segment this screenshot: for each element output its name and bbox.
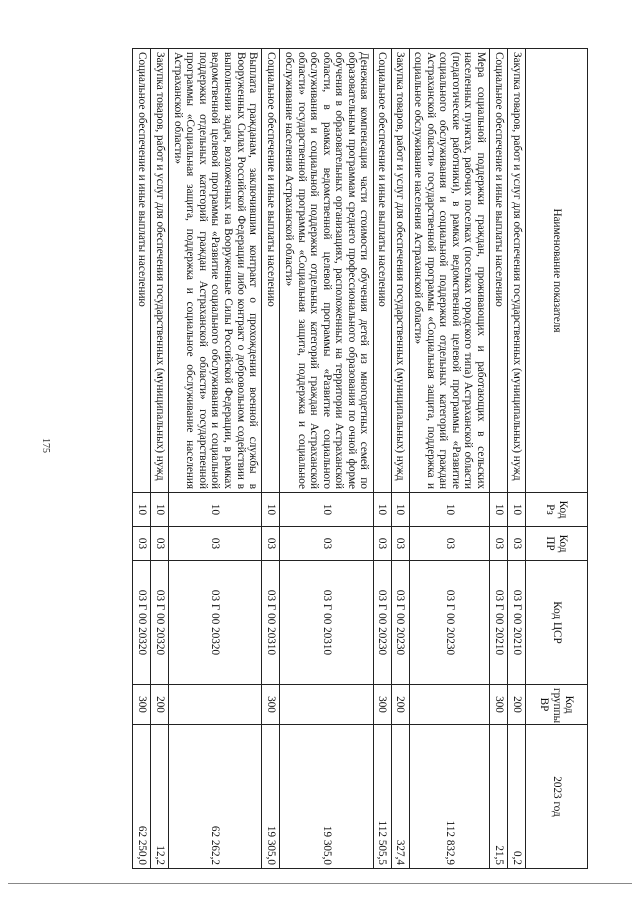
row-name: Закупка товаров, работ и услуг для обеспечения государственных (муниципальных) нужд	[391, 49, 409, 493]
table-row	[262, 49, 280, 869]
table-row	[373, 49, 391, 869]
row-rz: 10	[280, 493, 373, 527]
row-value: 112 505,5	[373, 725, 391, 869]
row-value: 19 305,0	[262, 725, 280, 869]
row-csr: 03 Г 00 20230	[391, 561, 409, 685]
row-vr: 300	[373, 685, 391, 725]
table-row	[508, 49, 526, 869]
row-pr: 03	[169, 527, 262, 561]
row-rz: 10	[133, 493, 151, 527]
row-value: 112 832,9	[409, 725, 489, 869]
row-name: Закупка товаров, работ и услуг для обеспечения государственных (муниципальных) нужд	[151, 49, 169, 493]
row-csr: 03 Г 00 20210	[490, 561, 508, 685]
row-vr: 200	[391, 685, 409, 725]
row-csr: 03 Г 00 20320	[133, 561, 151, 685]
column-header-csr: Код ЦСР	[526, 561, 588, 685]
row-pr: 03	[151, 527, 169, 561]
page-number: 175	[40, 438, 51, 453]
table-row	[169, 49, 262, 869]
row-name: Социальное обеспечение и иные выплаты населению	[133, 49, 151, 493]
row-value: 62 250,0	[133, 725, 151, 869]
row-csr: 03 Г 00 20320	[151, 561, 169, 685]
column-header-name: Наименование показателя	[526, 49, 588, 493]
row-name: Социальное обеспечение и иные выплаты населению	[373, 49, 391, 493]
row-pr: 03	[508, 527, 526, 561]
row-name: Социальное обеспечение и иные выплаты населению	[262, 49, 280, 493]
row-csr: 03 Г 00 20230	[409, 561, 489, 685]
row-pr: 03	[409, 527, 489, 561]
row-csr: 03 Г 00 20310	[262, 561, 280, 685]
row-csr: 03 Г 00 20310	[280, 561, 373, 685]
row-vr	[280, 685, 373, 725]
table-row	[391, 49, 409, 869]
page-edge-line	[8, 883, 632, 884]
row-vr: 300	[133, 685, 151, 725]
table-row	[490, 49, 508, 869]
row-pr: 03	[490, 527, 508, 561]
row-rz: 10	[391, 493, 409, 527]
row-vr: 200	[508, 685, 526, 725]
row-csr: 03 Г 00 20210	[508, 561, 526, 685]
row-name: Мера социальной поддержки граждан, проживающих и работающих в сельских населенных пунктах, рабочих поселках (поселках городского типа) Астраханской области (педагогические работники), в рамках ведомственной целевой программы «Развитие социального обслуживания и социальной поддержки отдельных категорий граждан Астраханской области» государственной программы «Социальная защита, поддержка и социальное обслуживание населения Астраханской области»	[409, 49, 489, 493]
table-row	[151, 49, 169, 869]
row-pr: 03	[391, 527, 409, 561]
row-value: 19 305,0	[280, 725, 373, 869]
row-value: 0,2	[508, 725, 526, 869]
row-vr	[169, 685, 262, 725]
row-rz: 10	[508, 493, 526, 527]
row-value: 21,5	[490, 725, 508, 869]
table-row	[409, 49, 489, 869]
column-header-year: 2023 год	[526, 725, 588, 869]
row-vr: 300	[262, 685, 280, 725]
row-name: Выплата гражданам, заключившим контракт о прохождении военной службы в Вооруженных Силах Российской Федерации либо контракт о добровольном содействии в выполнении задач, возложенных на Вооруженные Силы Российской Федерации, в рамках ведомственной целевой программы «Развитие социального обслуживания и социальной поддержки отдельных категорий граждан Астраханской области» государственной программы «Социальная защита, поддержка и социальное обслуживание населения Астраханской области»	[169, 49, 262, 493]
table-row	[133, 49, 151, 869]
column-header-rz: Код Рз	[526, 493, 588, 527]
budget-table	[132, 48, 588, 869]
row-pr: 03	[280, 527, 373, 561]
table-header-row	[526, 49, 588, 869]
column-header-vr: Код группы ВР	[526, 685, 588, 725]
row-pr: 03	[373, 527, 391, 561]
row-name: Социальное обеспечение и иные выплаты населению	[490, 49, 508, 493]
row-pr: 03	[262, 527, 280, 561]
row-name: Денежная компенсация части стоимости обучения детей из многодетных семей по образовательным программам среднего профессионального образования по очной форме обучения в образовательных организациях, расположенных на территории Астраханской области, в рамках ведомственной целевой программы «Развитие социального обслуживания и социальной поддержки отдельных категорий граждан Астраханской области» государственной программы «Социальная защита, поддержка и социальное обслуживание населения Астраханской области»	[280, 49, 373, 493]
row-rz: 10	[373, 493, 391, 527]
column-header-pr: Код ПР	[526, 527, 588, 561]
row-rz: 10	[169, 493, 262, 527]
row-rz: 10	[262, 493, 280, 527]
table-row	[280, 49, 373, 869]
row-rz: 10	[151, 493, 169, 527]
row-csr: 03 Г 00 20230	[373, 561, 391, 685]
row-pr: 03	[133, 527, 151, 561]
row-vr: 200	[151, 685, 169, 725]
row-value: 327,4	[391, 725, 409, 869]
row-name: Закупка товаров, работ и услуг для обеспечения государственных (муниципальных) нужд	[508, 49, 526, 493]
row-vr	[409, 685, 489, 725]
row-rz: 10	[409, 493, 489, 527]
row-rz: 10	[490, 493, 508, 527]
row-value: 12,2	[151, 725, 169, 869]
row-vr: 300	[490, 685, 508, 725]
row-csr: 03 Г 00 20320	[169, 561, 262, 685]
rotated-page-content	[132, 48, 588, 868]
row-value: 62 262,2	[169, 725, 262, 869]
